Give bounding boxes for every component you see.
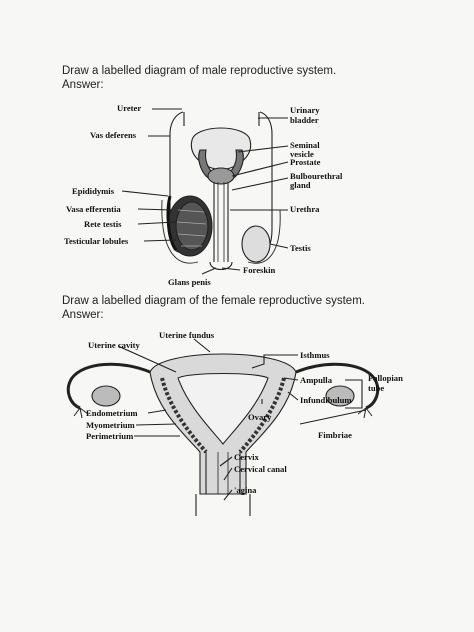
label-vasa-efferentia: Vasa efferentia <box>66 204 121 214</box>
label-urinary-bladder-1: Urinary <box>290 105 320 115</box>
label-fallopian-2: tube <box>368 383 385 393</box>
label-cervix: Cervix <box>234 452 259 462</box>
label-seminal-vesicle-2: vesicle <box>290 149 314 159</box>
question-male-title: Draw a labelled diagram of male reproductive system. <box>62 65 337 77</box>
left-ovary-shape <box>92 386 120 406</box>
label-isthmus: Isthmus <box>300 350 330 360</box>
label-fallopian-1: Fallopian <box>368 373 403 383</box>
label-ureter: Ureter <box>117 103 142 113</box>
label-uterine-cavity: Uterine cavity <box>88 340 140 350</box>
label-vagina: 'agina <box>234 485 257 495</box>
label-uterine-fundus: Uterine fundus <box>159 330 215 340</box>
label-infundibulum: Infundibulum <box>300 395 352 405</box>
label-foreskin: Foreskin <box>243 265 276 275</box>
label-urinary-bladder-2: bladder <box>290 115 319 125</box>
label-endometrium: Endometrium <box>86 408 138 418</box>
label-seminal-vesicle-1: Seminal <box>290 140 320 150</box>
label-rete-testis: Rete testis <box>84 219 122 229</box>
label-bulbourethral-2: gland <box>290 180 311 190</box>
label-cervical-canal: Cervical canal <box>234 464 287 474</box>
label-perimetrium: Perimetrium <box>86 431 134 441</box>
label-prostate: Prostate <box>290 157 321 167</box>
question-female-title: Draw a labelled diagram of the female reproductive system. <box>62 295 365 307</box>
label-ampulla: Ampulla <box>300 375 332 385</box>
label-glans-penis: Glans penis <box>168 277 211 287</box>
label-testis: Testis <box>290 243 311 253</box>
label-myometrium: Myometrium <box>86 420 135 430</box>
answer-label-male: Answer: <box>62 79 104 91</box>
label-urethra: Urethra <box>290 204 320 214</box>
label-fimbriae: Fimbriae <box>318 430 352 440</box>
label-testicular-lobules: Testicular lobules <box>64 236 129 246</box>
label-bulbourethral-1: Bulbourethral <box>290 171 343 181</box>
answer-label-female: Answer: <box>62 309 104 321</box>
label-epididymis: Epididymis <box>72 186 115 196</box>
label-ovary: Ovary <box>248 412 272 422</box>
label-vas-deferens: Vas deferens <box>90 130 137 140</box>
